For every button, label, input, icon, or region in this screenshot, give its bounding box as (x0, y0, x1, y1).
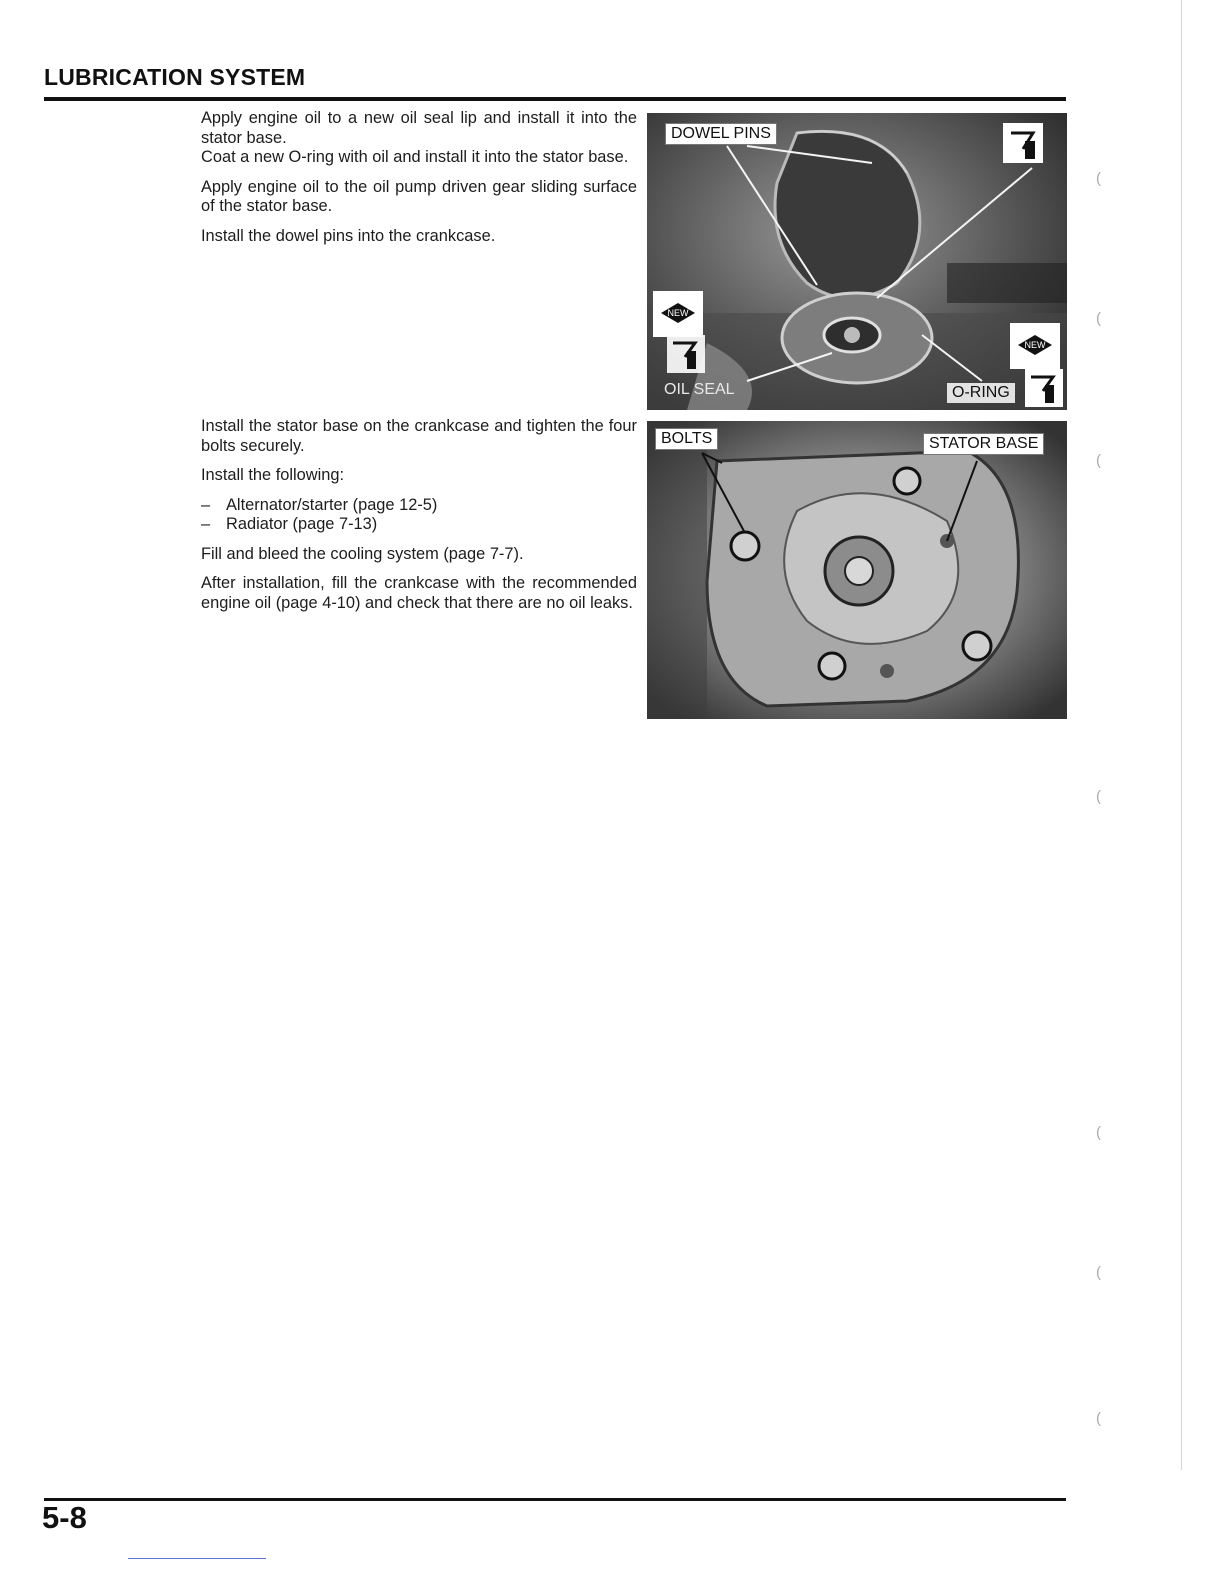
install-list (201, 496, 637, 535)
margin-mark: ( (1096, 788, 1101, 805)
step2-paragraph: Fill and bleed the cooling system (page 7-7). (201, 544, 524, 563)
svg-text:NEW: NEW (1024, 340, 1046, 350)
oil-seal-label: OIL SEAL (664, 381, 735, 398)
dowel-pins-label: DOWEL PINS (665, 123, 777, 145)
step2-paragraph: After installation, fill the crankcase with the recommended engine oil (page 4-10) and check that there are no oil leaks. (201, 574, 637, 612)
o-ring-label: O-RING (947, 383, 1015, 403)
step2-paragraph: Install the stator base on the crankcase and tighten the four bolts securely. (201, 417, 637, 455)
step1-paragraph: Install the dowel pins into the crankcase. (201, 226, 496, 245)
margin-mark: ( (1096, 1124, 1101, 1141)
step2-instructions (201, 417, 637, 623)
list-item: – Alternator/starter (page 12-5) (201, 496, 637, 516)
margin-mark: ( (1096, 310, 1101, 327)
new-part-icon (653, 291, 703, 337)
margin-mark: ( (1096, 1264, 1101, 1281)
stator-photo-illustration (647, 421, 1067, 719)
bolts-label: BOLTS (655, 428, 718, 450)
list-item: – Radiator (page 7-13) (201, 515, 637, 535)
svg-text:NEW: NEW (667, 308, 689, 318)
page-number: 5-8 (42, 1500, 87, 1535)
margin-mark: ( (1096, 452, 1101, 469)
scan-margin-line (1181, 0, 1182, 1470)
new-part-icon (1010, 323, 1060, 369)
step1-paragraph: Coat a new O-ring with oil and install it into the stator base. (201, 148, 629, 166)
stator-base-bolts-photo (647, 421, 1067, 719)
stator-base-label: STATOR BASE (923, 433, 1044, 455)
section-title: LUBRICATION SYSTEM (44, 64, 306, 90)
header-rule (44, 97, 1066, 101)
footer-rule (44, 1498, 1066, 1501)
margin-mark: ( (1096, 170, 1101, 187)
step1-paragraph: Apply engine oil to the oil pump driven gear sliding surface of the stator base. (201, 177, 637, 215)
margin-mark: ( (1096, 1410, 1101, 1427)
oil-can-icon (667, 335, 705, 373)
stator-base-install-photo (647, 113, 1067, 410)
step1-instructions (201, 109, 637, 256)
oil-can-icon (1003, 123, 1043, 163)
footer-link-underline (128, 1558, 266, 1559)
step1-paragraph: Apply engine oil to a new oil seal lip and install it into the stator base. (201, 109, 637, 147)
oil-can-icon (1025, 369, 1063, 407)
step2-paragraph: Install the following: (201, 466, 345, 484)
